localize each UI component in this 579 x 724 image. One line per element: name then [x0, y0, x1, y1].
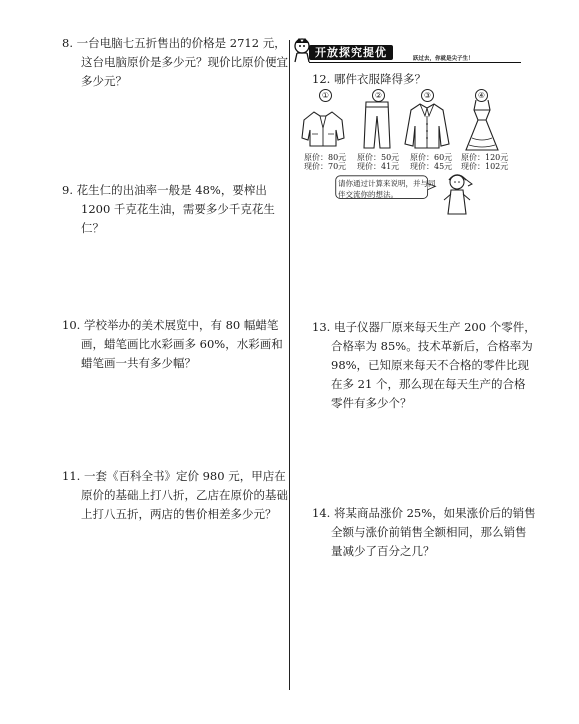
item-number-4: ④ [475, 89, 488, 102]
question-13: 13. 电子仪器厂原来每天生产 200 个零件，合格率为 85%。技术革新后，合格率为 98%，已知原来每天不合格的零件比现在多 21 个，那么现在每天生产的合格零件有多少个？ [312, 320, 536, 410]
dress-icon [460, 98, 504, 152]
girl-icon [440, 170, 476, 216]
price-current-1: 现价：70元 [304, 162, 347, 171]
question-12-title: 12. 哪件衣服降得多？ [312, 72, 426, 86]
question-10: 10. 学校举办的美术展览中，有 80 幅蜡笔画，蜡笔画比水彩画多 60%，水彩画和蜡笔画一共有多少幅？ [62, 318, 283, 370]
question-14: 14. 将某商品涨价 25%，如果涨价后的销售全额与涨价前销售全额相同，那么销售量减少了百分之几？ [312, 506, 536, 558]
price-original-3: 原价：60元 [410, 153, 453, 162]
speech-bubble-text: 请你通过计算来说明，并与同伴交流你的想法。 [338, 179, 436, 199]
question-9: 9. 花生仁的出油率一般是 48%，要榨出 1200 千克花生油，需要多少千克花生仁？ [62, 183, 275, 235]
question-11: 11. 一套《百科全书》定价 980 元，甲店在原价的基础上打八折，乙店在原价的基础上打八五折，两店的售价相差多少元？ [62, 469, 288, 521]
banner-slogan: 跃过去，你就是尖子生！ [413, 56, 474, 62]
mascot-icon [291, 37, 313, 63]
column-divider [289, 40, 290, 690]
banner-title: 开放探究提优 [309, 45, 393, 60]
coat-icon [403, 100, 451, 150]
price-current-4: 现价：102元 [461, 162, 509, 171]
question-8: 8. 一台电脑七五折售出的价格是 2712 元，这台电脑原价是多少元？现价比原价便宜多少元？ [62, 36, 288, 88]
item-number-1: ① [319, 89, 332, 102]
section-banner [291, 40, 523, 67]
price-original-1: 原价：80元 [304, 153, 347, 162]
price-current-2: 现价：41元 [357, 162, 400, 171]
price-original-4: 原价：120元 [461, 153, 509, 162]
jacket-icon [298, 108, 348, 148]
item-number-3: ③ [421, 89, 434, 102]
price-current-3: 现价：45元 [410, 162, 453, 171]
trousers-icon [362, 100, 392, 150]
price-original-2: 原价：50元 [357, 153, 400, 162]
item-number-2: ② [372, 89, 385, 102]
banner-underline [309, 62, 521, 63]
